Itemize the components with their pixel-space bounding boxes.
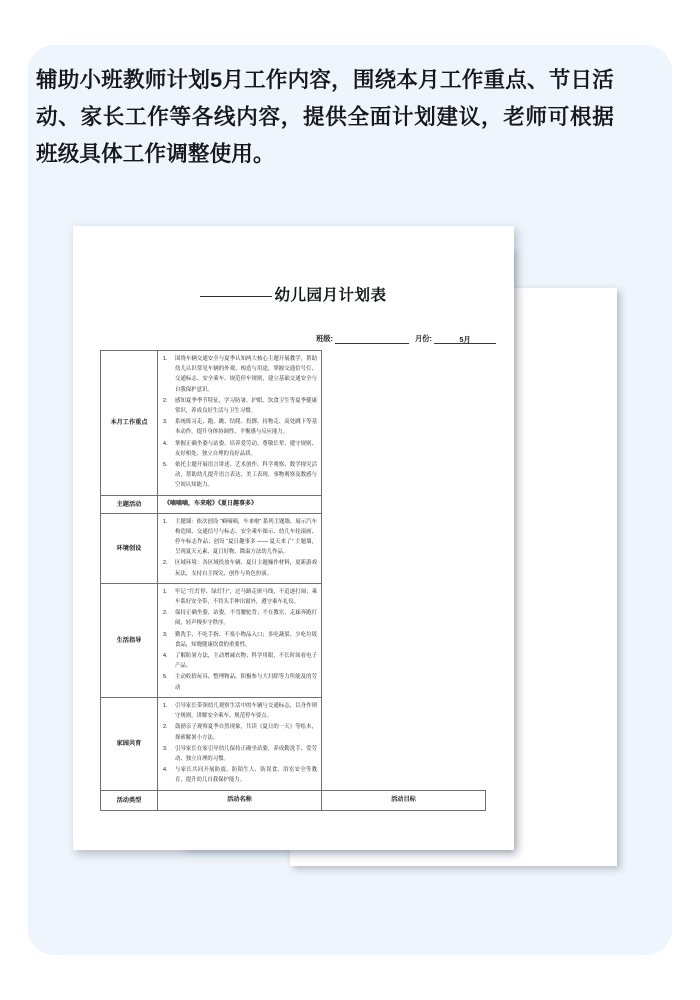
meta-class <box>316 334 409 344</box>
content-list <box>162 701 317 786</box>
row-label: 生活指导 <box>101 583 158 697</box>
list-item <box>162 439 317 459</box>
list-item <box>162 460 317 491</box>
list-item <box>162 608 317 628</box>
list-item-text: 引导家长在家引导幼儿保持正确坐站姿，养成勤洗手、爱劳动、独立自理的习惯。 <box>175 745 317 762</box>
table-row <box>101 513 486 583</box>
document-meta <box>316 334 496 344</box>
list-item-text: 牢记 “红灯停、绿灯行”，过马路走斑马线，不追逐打闹；乘车系好安全带，不将头手伸出窗外，遵守乘车礼仪。 <box>175 588 317 606</box>
list-item-text: 感知夏季季节特征，学习防暑、护眼、饮食卫生等夏季健康常识，养成良好生活与卫生习惯。 <box>175 397 317 415</box>
list-item-number: 4. <box>163 653 168 660</box>
table-row <box>101 495 486 513</box>
list-item-number: 3. <box>163 631 168 638</box>
list-item-number: 2. <box>163 560 168 567</box>
meta-month-value: 5月 <box>459 335 471 344</box>
list-item-text: 鼓励亲子观察夏季自然现象，共读《夏日的一天》等绘本，探索解暑小方法。 <box>175 724 317 741</box>
list-item-number: 2. <box>163 724 168 731</box>
list-item-number: 3. <box>163 419 168 426</box>
list-item-number: 2. <box>163 397 168 404</box>
document-title-text: 幼儿园月计划表 <box>274 287 387 304</box>
list-item <box>162 558 317 578</box>
list-item <box>162 517 317 558</box>
list-item <box>162 630 317 650</box>
row-content <box>158 697 322 790</box>
activity-header-row <box>101 790 486 810</box>
list-item-text: 区域环境：各区域投放车辆、夏日主题操作材料，更新游戏玩法，支持自主探究、创作与角色扮演。 <box>175 560 317 577</box>
list-item-text: 依托主题开展语言讲述、艺术创作、科学观察、数学探究活动，帮助幼儿提升语言表达、美工表现、事物观察及数感与空间认知能力。 <box>175 462 317 489</box>
activity-header-cell: 活动目标 <box>322 790 486 810</box>
meta-month <box>415 334 496 344</box>
list-item-text: 了解防暑方法，主动增减衣物；科学用眼，不长时间看电子产品。 <box>175 653 317 670</box>
list-item <box>162 722 317 742</box>
list-item-number: 5. <box>163 674 168 681</box>
list-item-number: 1. <box>163 588 168 595</box>
row-content <box>158 513 322 583</box>
content-list <box>162 517 317 579</box>
row-content <box>158 583 322 697</box>
list-item <box>162 396 317 416</box>
document-title <box>73 283 514 305</box>
list-item-number: 1. <box>163 356 168 362</box>
list-item-number: 5. <box>163 462 168 469</box>
list-item-text: 与家长共同开展防震、防陌生人、防误食、浴室安全等教育，提升幼儿自我保护能力。 <box>175 767 317 784</box>
list-item-number: 4. <box>163 440 168 447</box>
list-item-text: 引导家长带领幼儿观察生活中的车辆与交通标志，以身作则守规则，讲解安全乘车、规范停车要点。 <box>175 702 317 720</box>
list-item-number: 4. <box>163 767 168 774</box>
table-row <box>101 351 486 496</box>
list-item-text: 系统练习走、跑、跳、钻爬、投掷、持物走、高处跳下等基本动作，提升身体协调性、平衡感与反应能力。 <box>175 419 317 436</box>
list-item-text: 主题墙：依次创设 “嘀嘀嘀，车来啦” 系列主题墙，展示汽车构造图、交通信号与标志、安全乘车图示、幼儿车轮滚画、停车标志作品；创设 “夏日趣事多 —— 夏天来了” 主题墙，呈现夏天元素、夏日好物、降温方法幼儿作品。 <box>175 518 317 556</box>
meta-class-input[interactable] <box>335 335 409 344</box>
list-item <box>162 354 317 395</box>
row-label: 环境创设 <box>101 513 158 583</box>
list-item-number: 1. <box>163 702 168 709</box>
monthly-plan-table <box>100 350 486 811</box>
list-item-number: 1. <box>163 518 168 525</box>
list-item-text: 主动收拾玩具、整理物品，积极参与大扫除等力所能及的劳动 <box>175 674 317 691</box>
list-item <box>162 701 317 721</box>
meta-month-label: 月份: <box>414 334 432 343</box>
table-row <box>101 583 486 697</box>
list-item-text: 保持正确坐姿、站姿，不弯腰驼背；不在教室、走廊奔跑打闹，轻声慢步守秩序。 <box>175 610 317 627</box>
list-item <box>162 417 317 437</box>
meta-month-input[interactable] <box>434 335 496 344</box>
monthly-plan-table-body <box>101 351 486 811</box>
list-item-number: 3. <box>163 745 168 752</box>
row-label: 家园共育 <box>101 697 158 790</box>
row-content <box>158 351 322 496</box>
document-page-front[interactable] <box>73 226 514 850</box>
list-item-number: 2. <box>163 610 168 617</box>
activity-header-cell: 活动类型 <box>101 790 158 810</box>
list-item <box>162 765 317 785</box>
content-list <box>162 354 317 491</box>
intro-paragraph: 辅助小班教师计划5月工作内容，围绕本月工作重点、节日活动、家长工作等各线内容，提供全面计划建议，老师可根据班级具体工作调整使用。 <box>36 68 614 166</box>
content-list <box>162 587 317 693</box>
meta-class-label: 班级: <box>315 334 333 343</box>
row-label: 主题活动 <box>101 495 158 513</box>
list-item <box>162 672 317 692</box>
list-item-text: 围绕车辆交通安全与夏季认知两大核心主题开展教学，帮助幼儿认识常见车辆的外观、构造与用途，掌握交通信号灯、交通标志、安全乘车、规范停车规则，建立基础交通安全与自我保护意识。 <box>175 356 317 393</box>
row-label: 本月工作重点 <box>101 351 158 496</box>
row-content: 《嘀嘀嘀，车来啦》《夏日趣事多》 <box>158 495 322 513</box>
list-item-text: 掌握正确坐姿与站姿，培养爱劳动、尊敬长辈、遵守规则、友好相处、独立自理的良好品质。 <box>175 440 317 457</box>
list-item <box>162 744 317 764</box>
list-item <box>162 651 317 671</box>
activity-header-cell: 活动名称 <box>158 790 322 810</box>
title-blank-rule <box>200 296 272 297</box>
table-row <box>101 697 486 790</box>
list-item <box>162 587 317 607</box>
list-item-text: 勤洗手、不吃手指、不塞小物品入口；多吃蔬果、少吃垃圾食品，知晓健康饮食的重要性。 <box>175 631 317 648</box>
